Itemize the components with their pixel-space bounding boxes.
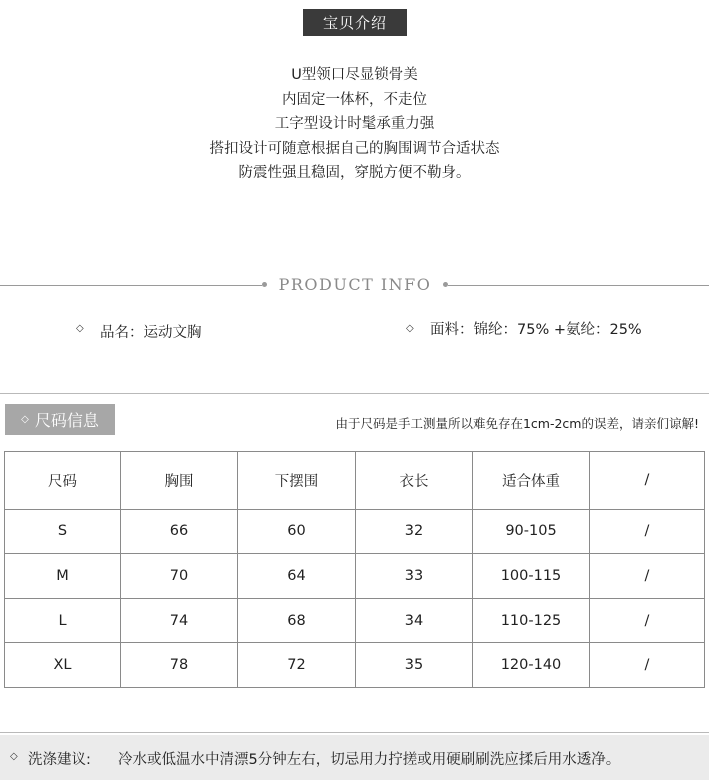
size-table bbox=[4, 451, 705, 688]
product-info-divider bbox=[0, 273, 709, 297]
header-cell-hem: 下摆围 bbox=[238, 452, 356, 510]
table-cell: / bbox=[590, 554, 705, 599]
table-cell: 32 bbox=[356, 509, 473, 554]
table-cell: 70 bbox=[121, 554, 238, 599]
header-cell-weight: 适合体重 bbox=[473, 452, 590, 510]
header-cell-length: 衣长 bbox=[356, 452, 473, 510]
table-cell: 68 bbox=[238, 598, 356, 643]
divider-line-left bbox=[0, 285, 262, 286]
table-cell: / bbox=[590, 509, 705, 554]
divider-dot-left bbox=[262, 282, 267, 287]
size-info-badge bbox=[5, 404, 115, 435]
size-info-badge-label: 尺码信息 bbox=[34, 411, 99, 430]
wash-advice-label: 洗涤建议: bbox=[28, 752, 91, 768]
feature-line: 防震性强且稳固，穿脱方便不勒身。 bbox=[238, 165, 471, 181]
table-cell: S bbox=[5, 509, 121, 554]
table-cell: 64 bbox=[238, 554, 356, 599]
table-header-row bbox=[5, 452, 705, 510]
wash-advice-bar bbox=[0, 735, 709, 780]
feature-line: 内固定一体杯，不走位 bbox=[282, 91, 427, 108]
table-cell: L bbox=[5, 598, 121, 643]
header-cell-slash: / bbox=[590, 452, 705, 510]
diamond-bullet-icon: ◇ bbox=[21, 414, 29, 425]
table-cell: 100-115 bbox=[473, 554, 590, 599]
header-cell-chest: 胸围 bbox=[121, 452, 238, 510]
diamond-bullet-icon: ◇ bbox=[406, 323, 414, 334]
feature-line: U型领口尽显锁骨美 bbox=[291, 67, 418, 83]
table-cell: 33 bbox=[356, 554, 473, 599]
product-name: 品名：运动文胸 bbox=[100, 325, 202, 341]
wash-advice-text: 冷水或低温水中清漂5分钟左右，切忌用力拧搓或用硬刷刷洗应揉后用水透净。 bbox=[118, 752, 621, 768]
table-row bbox=[5, 509, 705, 554]
table-cell: 66 bbox=[121, 509, 238, 554]
intro-badge-label: 宝贝介绍 bbox=[322, 14, 387, 32]
header-cell-size: 尺码 bbox=[5, 452, 121, 510]
feature-list bbox=[0, 63, 709, 186]
section-divider bbox=[0, 393, 709, 394]
product-material: 面料：锦纶：75% +氨纶：25% bbox=[430, 322, 642, 338]
table-cell: 35 bbox=[356, 643, 473, 688]
diamond-bullet-icon: ◇ bbox=[10, 751, 18, 762]
table-cell: / bbox=[590, 643, 705, 688]
feature-line: 搭扣设计可随意根据自己的胸围调节合适状态 bbox=[209, 140, 500, 157]
table-cell: 110-125 bbox=[473, 598, 590, 643]
size-measure-note: 由于尺码是手工测量所以难免存在1cm-2cm的误差，请亲们谅解! bbox=[335, 416, 699, 431]
wash-divider bbox=[0, 732, 709, 733]
divider-line-right bbox=[448, 285, 709, 286]
feature-line: 工字型设计时髦承重力强 bbox=[274, 116, 435, 132]
table-cell: M bbox=[5, 554, 121, 599]
table-cell: 34 bbox=[356, 598, 473, 643]
diamond-bullet-icon: ◇ bbox=[76, 323, 84, 334]
table-row bbox=[5, 643, 705, 688]
table-row bbox=[5, 598, 705, 643]
table-cell: 72 bbox=[238, 643, 356, 688]
table-cell: 120-140 bbox=[473, 643, 590, 688]
product-info-title: PRODUCT INFO bbox=[278, 275, 432, 294]
table-row bbox=[5, 554, 705, 599]
table-cell: 74 bbox=[121, 598, 238, 643]
table-cell: XL bbox=[5, 643, 121, 688]
table-cell: 60 bbox=[238, 509, 356, 554]
table-cell: 90-105 bbox=[473, 509, 590, 554]
table-cell: / bbox=[590, 598, 705, 643]
intro-badge bbox=[303, 9, 407, 36]
table-cell: 78 bbox=[121, 643, 238, 688]
